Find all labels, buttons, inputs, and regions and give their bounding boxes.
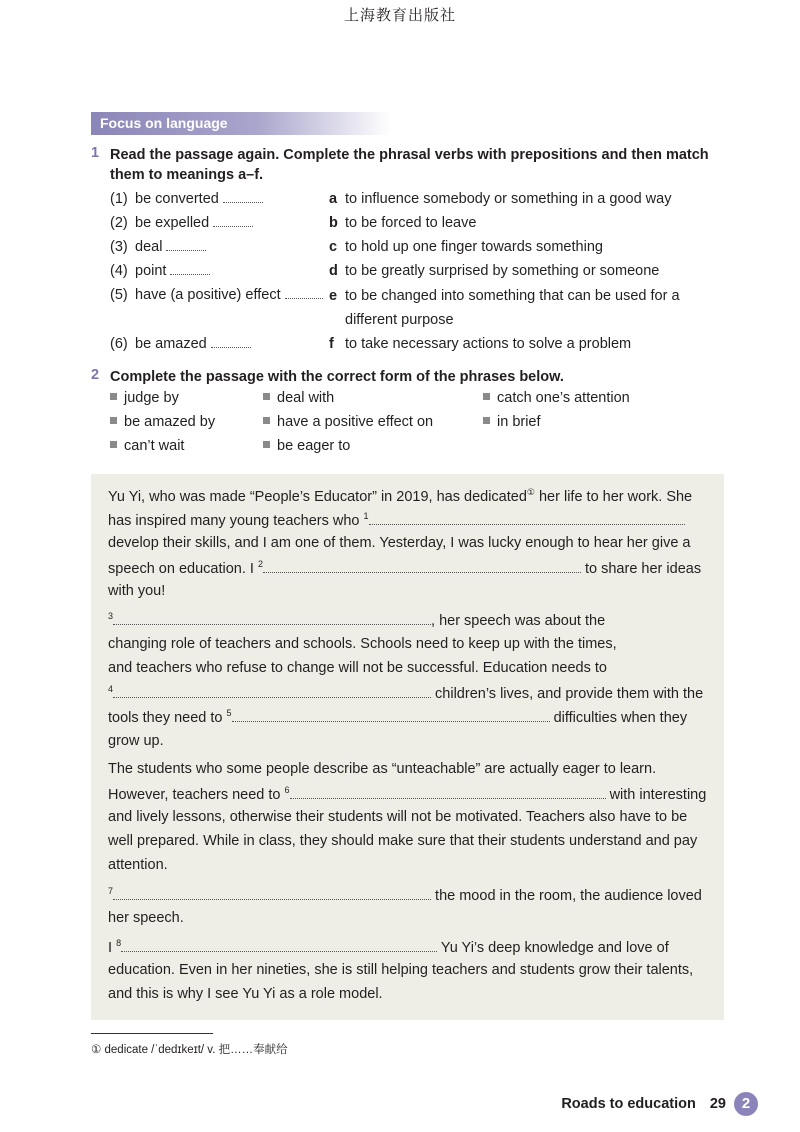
passage-line: her speech. [108,910,184,926]
answer-blank-1[interactable] [369,512,685,525]
answer-blank-3[interactable] [113,612,431,625]
meaning-item: a to influence somebody or something in a good way [329,191,672,207]
match-item: (1) be converted [110,189,263,209]
passage-line: The students who some people describe as “unteachable” are actually eager to learn. [108,761,657,777]
meaning-item: d to be greatly surprised by something or someone [329,263,660,279]
passage-line: education. Even in her nineties, she is still helping teachers and students grow their talents, [108,962,694,978]
bullet-square-icon [110,417,117,424]
answer-blank[interactable] [166,238,206,251]
answer-blank-4[interactable] [113,685,431,698]
footnote: ① dedicate /ˈdedɪkeɪt/ v. 把……奉献给 [91,1044,288,1056]
bullet-square-icon [483,417,490,424]
bullet-square-icon [483,393,490,400]
task-instruction-text: Read the passage again. Complete the phrasal verbs with prepositions and then match them to meanings a–f. [110,147,709,183]
passage-line: However, teachers need to $^6$ with interesting [108,785,707,803]
passage-line: with you! [108,583,166,599]
passage-line: changing role of teachers and schools. Schools need to keep up with the times, [108,636,617,652]
answer-blank[interactable] [213,214,253,227]
passage-line: $^7$ the mood in the room, the audience loved [108,886,702,904]
answer-blank-2[interactable] [263,560,581,573]
passage-line: and this is why I see Yu Yi as a role model. [108,986,383,1002]
passage-line: speech on education. I $^2$ to share her ideas [108,559,702,577]
phrase-option: can’t wait [110,438,184,454]
bullet-square-icon [263,417,270,424]
passage-line: attention. [108,857,168,873]
page-number: 29 [709,1096,726,1112]
phrase-option: have a positive effect on [263,414,433,430]
passage-line: $^4$ children’s lives, and provide them with the [108,684,704,702]
phrase-option: judge by [110,390,179,406]
meaning-item: e to be changed into something that can be used for a different purpose [329,288,680,328]
passage-line: well prepared. While in class, they should make sure that their students understand and pay [108,833,698,849]
page-footer [561,1092,758,1116]
answer-blank[interactable] [211,335,251,348]
answer-blank-8[interactable] [121,939,437,952]
passage-line: grow up. [108,733,164,749]
phrase-option: in brief [483,414,541,430]
answer-blank-7[interactable] [113,887,431,900]
phrase-option: deal with [263,390,334,406]
task-instruction-text: Complete the passage with the correct form of the phrases below. [110,369,564,385]
bullet-square-icon [110,441,117,448]
answer-blank[interactable] [223,190,263,203]
phrase-option: catch one’s attention [483,390,630,406]
passage-line: develop their skills, and I am one of them. Yesterday, I was lucky enough to hear her give a [108,535,691,551]
phrase-option: be amazed by [110,414,215,430]
bullet-square-icon [263,393,270,400]
passage-line: $^3$ , her speech was about the [108,611,606,629]
section-header [91,112,391,135]
passage-line: and lively lessons, otherwise their students will not be motivated. Teachers also have to be [108,809,688,825]
footnote-divider [91,1033,213,1034]
meaning-item: b to be forced to leave [329,215,477,231]
bullet-square-icon [110,393,117,400]
unit-badge: 2 [734,1092,758,1116]
task-number: 2 [91,367,100,383]
passage-line: and teachers who refuse to change will not be successful. Education needs to [108,660,607,676]
answer-blank-6[interactable] [290,786,606,799]
answer-blank-5[interactable] [232,709,550,722]
footnote-marker: ① [526,487,535,497]
passage-line: tools they need to $^5$ difficulties when they [108,708,688,726]
match-item: (6) be amazed [110,334,251,354]
match-item: (3) deal [110,237,206,257]
passage-line: I $^8$ Yu Yi’s deep knowledge and love of [108,938,669,956]
bullet-square-icon [263,441,270,448]
meaning-item: c to hold up one finger towards something [329,239,603,255]
match-item: (4) point [110,261,210,281]
passage-line: Yu Yi, who was made “People’s Educator” in 2019, has dedicated① her life to her work. She [108,487,693,505]
unit-title: Roads to education [561,1096,696,1112]
phrase-option: be eager to [263,438,350,454]
passage-line: has inspired many young teachers who $^1$ [108,511,685,529]
match-item: (2) be expelled [110,213,253,233]
publisher-header: 上海教育出版社 [343,6,456,24]
task-number: 1 [91,145,100,161]
section-title: Focus on language [100,115,228,131]
answer-blank[interactable] [285,286,323,299]
meaning-item: f to take necessary actions to solve a problem [329,336,632,352]
answer-blank[interactable] [170,262,210,275]
match-item: (5) have (a positive) effect [110,285,323,305]
